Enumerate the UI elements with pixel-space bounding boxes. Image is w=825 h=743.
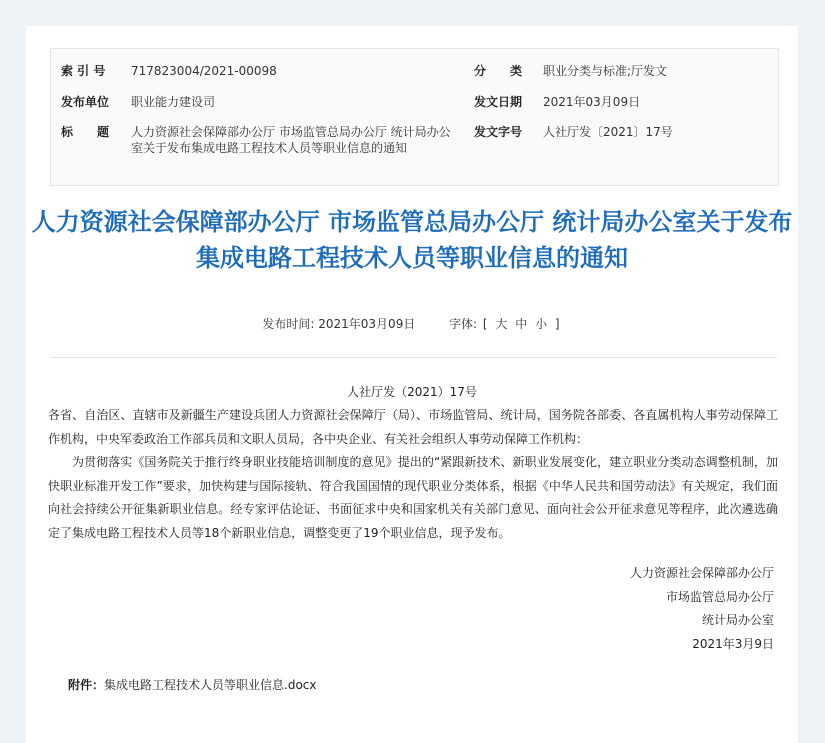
font-bracket-open: [: [482, 317, 488, 331]
font-size-label: 字体:: [449, 317, 478, 331]
font-size-selector: [481, 317, 562, 331]
document-page: [26, 26, 798, 743]
metadata-table: [50, 48, 779, 186]
issuer-value: 职业能力建设司: [131, 95, 216, 109]
docno-value: 人社厅发〔2021〕17号: [543, 125, 673, 139]
document-number: 人社厅发（2021）17号: [347, 385, 477, 399]
divider: [50, 357, 777, 358]
sign-date: 2021年3月9日: [692, 636, 774, 651]
title-value: 人力资源社会保障部办公厅 市场监管总局办公厅 统计局办公室关于发布集成电路工程技术人员等职业信息的通知: [131, 125, 451, 155]
issuer-label: 发布单位: [61, 95, 110, 109]
index-value: 717823004/2021-00098: [131, 64, 277, 78]
font-medium-link[interactable]: 中: [515, 317, 528, 331]
signer: 市场监管总局办公厅: [665, 589, 774, 604]
index-label: 索 引 号: [61, 64, 106, 78]
page-title: 人力资源社会保障部办公厅 市场监管总局办公厅 统计局办公室关于发布集成电路工程技术人员等职业信息的通知: [31, 208, 793, 272]
attachment: [68, 676, 317, 693]
title-label: 标 题: [61, 125, 110, 139]
attachment-link[interactable]: 集成电路工程技术人员等职业信息.docx: [104, 678, 317, 692]
attachment-label: 附件：: [68, 678, 105, 692]
signer: 统计局办公室: [701, 613, 774, 627]
document-body: [48, 404, 778, 545]
publish-time-value: 2021年03月09日: [318, 317, 416, 331]
category-value: 职业分类与标准;厅发文: [543, 64, 668, 78]
font-small-link[interactable]: 小: [535, 317, 548, 331]
date-value: 2021年03月09日: [543, 95, 641, 109]
signoff: [630, 562, 774, 656]
body-paragraph: 为贯彻落实《国务院关于推行终身职业技能培训制度的意见》提出的“紧跟新技术、新职业发展变化，建立职业分类动态调整机制，加快职业标准开发工作”要求，加快构建与国际接轨、符合我国国情的现代职业分类体系，根据《中华人民共和国劳动法》有关规定，我们面向社会持续公开征集新职业信息。经专家评估论证、书面征求中央和国家机关有关部门意见、面向社会公开征求意见等程序，此次遴选确定了集成电路工程技术人员等18个新职业信息，调整变更了19个职业信息，现予发布。: [48, 455, 778, 540]
font-large-link[interactable]: 大: [495, 317, 508, 331]
signer: 人力资源社会保障部办公厅: [629, 566, 774, 580]
publish-time-label: 发布时间:: [262, 317, 315, 331]
category-label: 分 类: [474, 64, 523, 78]
addressees: 各省、自治区、直辖市及新疆生产建设兵团人力资源社会保障厅（局）、市场监管局、统计局，国务院各部委、各直属机构人事劳动保障工作机构，中央军委政治工作部兵员和文职人员局，各中央企业、有关社会组织人事劳动保障工作机构：: [48, 408, 778, 446]
date-label: 发文日期: [474, 95, 523, 109]
font-bracket-close: ]: [554, 317, 560, 331]
publish-info: [26, 315, 798, 332]
docno-label: 发文字号: [474, 125, 523, 139]
